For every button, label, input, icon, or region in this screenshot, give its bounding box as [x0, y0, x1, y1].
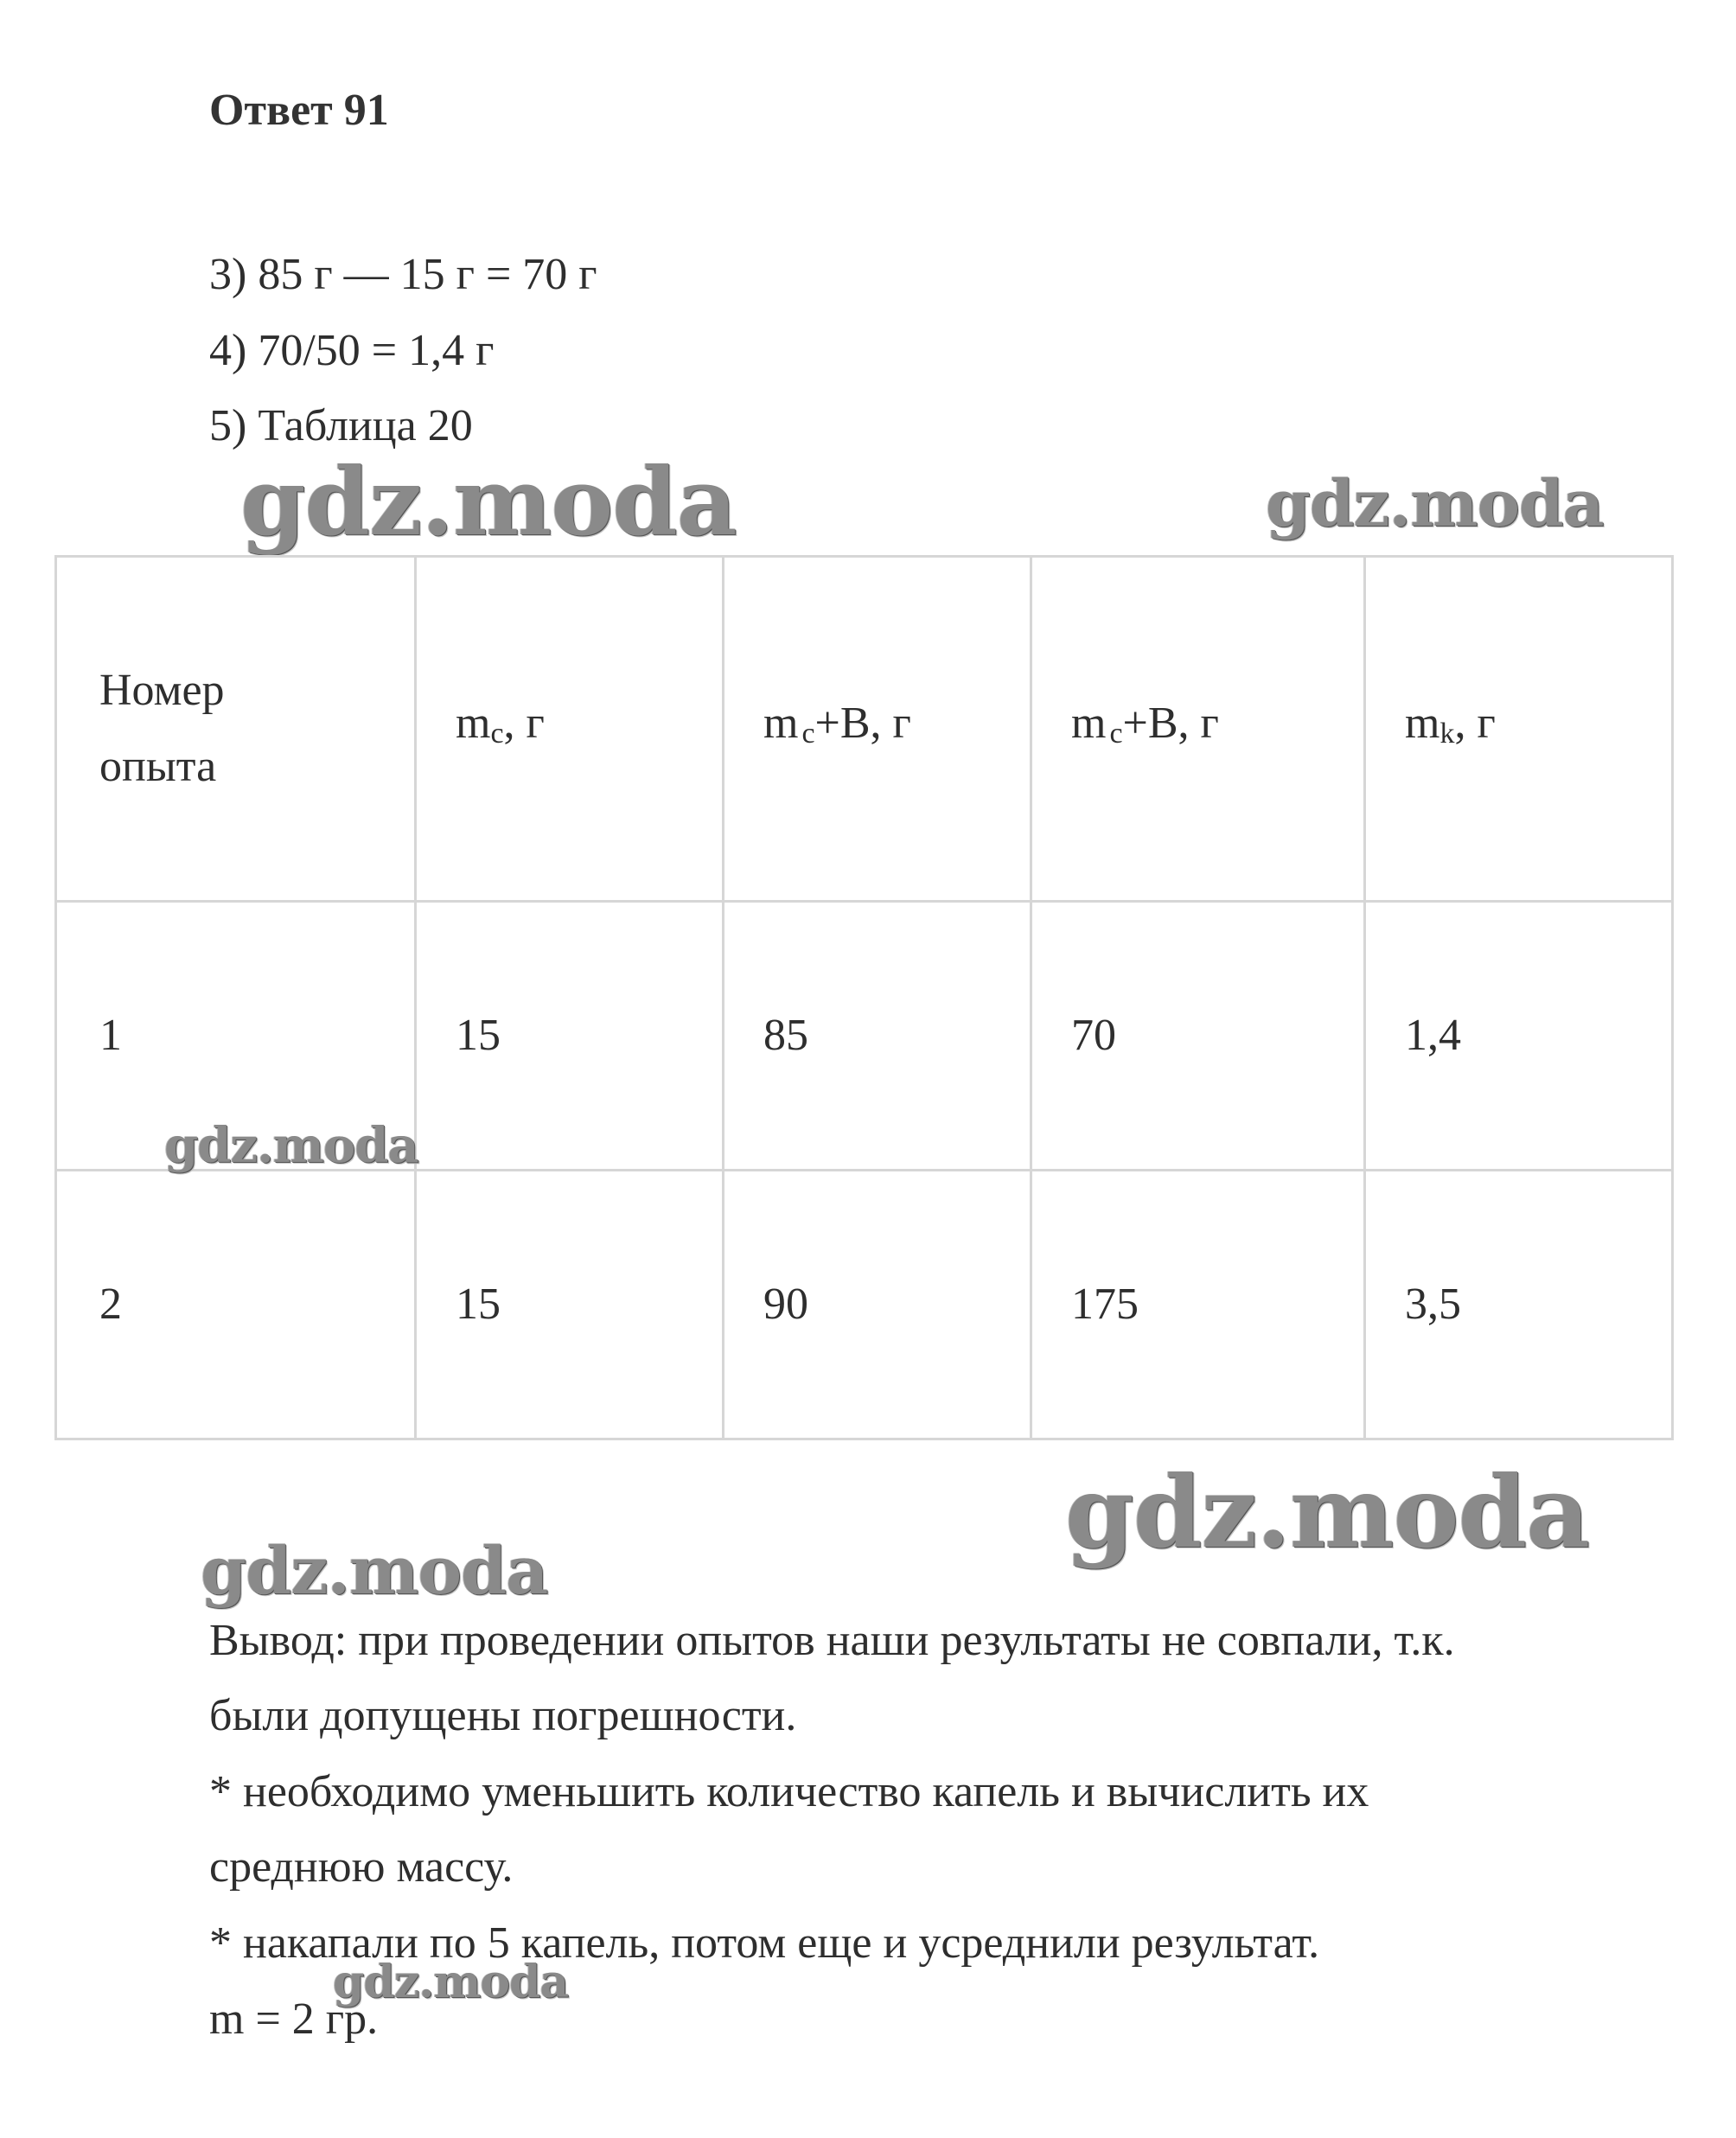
table-cell: 175	[1031, 1171, 1365, 1439]
answer-title: Ответ 91	[209, 86, 389, 135]
table-cell: 1,4	[1365, 902, 1673, 1171]
table-cell: 1	[56, 902, 416, 1171]
table-cell: 2	[56, 1171, 416, 1439]
header-mass-k: mk, г	[1365, 557, 1673, 902]
table-cell: 15	[416, 1171, 724, 1439]
table-cell: 15	[416, 902, 724, 1171]
header-mass-c: mc, г	[416, 557, 724, 902]
header-mass-c-plus-v-1: m c+В, г	[724, 557, 1031, 902]
conclusion-line: * необходимо уменьшить количество капель и вычислить их	[209, 1767, 1369, 1816]
watermark-logo: gdz.moda	[240, 448, 737, 557]
conclusion-line: были допущены погрешности.	[209, 1691, 797, 1740]
table-header-row	[56, 557, 1673, 902]
step-4: 4) 70/50 = 1,4 г	[209, 326, 495, 375]
conclusion-line: среднюю массу.	[209, 1842, 514, 1892]
watermark-logo: gdz.moda	[201, 1532, 548, 1609]
step-3: 3) 85 г — 15 г = 70 г	[209, 250, 597, 299]
conclusion-line: Вывод: при проведении опытов наши результаты не совпали, т.к.	[209, 1616, 1455, 1665]
conclusion-line: * накапали по 5 капель, потом еще и усреднили результат.	[209, 1918, 1320, 1968]
table-cell: 70	[1031, 902, 1365, 1171]
watermark-logo: gdz.moda	[1065, 1454, 1590, 1570]
table-cell: 90	[724, 1171, 1031, 1439]
watermark-logo: gdz.moda	[1266, 467, 1604, 541]
watermark-logo: gdz.moda	[164, 1117, 418, 1174]
conclusion-line: m = 2 гр.	[209, 1994, 379, 2044]
watermark-logo: gdz.moda	[333, 1956, 569, 2008]
header-mass-c-plus-v-2: m c+В, г	[1031, 557, 1365, 902]
table-cell: 3,5	[1365, 1171, 1673, 1439]
table-row	[56, 1171, 1673, 1439]
table-cell: 85	[724, 902, 1031, 1171]
step-5: 5) Таблица 20	[209, 401, 473, 450]
data-table	[54, 555, 1674, 1440]
header-experiment-number: Номер опыта	[56, 557, 416, 902]
